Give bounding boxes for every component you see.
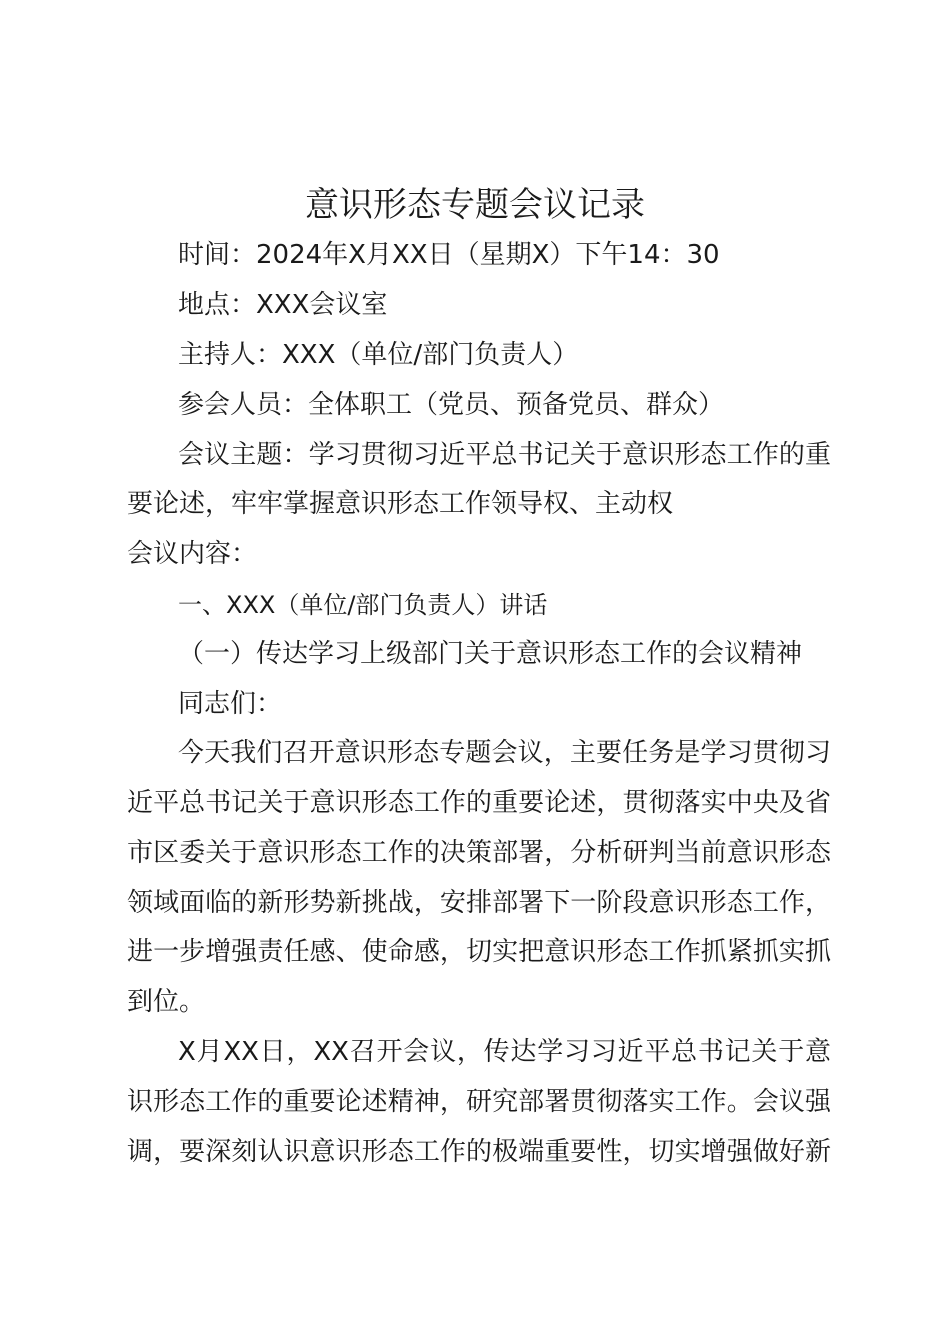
meeting-place: 地点：XXX会议室 (178, 290, 388, 320)
meeting-attendees: 参会人员：全体职工（党员、预备党员、群众） (178, 390, 725, 420)
subsection-heading: （一）传达学习上级部门关于意识形态工作的会议精神 (178, 639, 803, 669)
paragraph-line: 调，要深刻认识意识形态工作的极端重要性，切实增强做好新 (127, 1137, 831, 1167)
meeting-topic-line: 要论述，牢牢掌握意识形态工作领导权、主动权 (127, 489, 674, 519)
meeting-host: 主持人：XXX（单位/部门负责人） (178, 340, 579, 370)
paragraph-line: 到位。 (127, 987, 206, 1017)
meeting-topic-line: 会议主题：学习贯彻习近平总书记关于意识形态工作的重 (178, 440, 831, 470)
paragraph-line: 市区委关于意识形态工作的决策部署，分析研判当前意识形态 (127, 838, 831, 868)
paragraph-line: 今天我们召开意识形态专题会议，主要任务是学习贯彻习 (178, 738, 831, 768)
content-label: 会议内容： (127, 539, 258, 569)
paragraph-line: 识形态工作的重要论述精神，研究部署贯彻落实工作。会议强 (127, 1087, 831, 1117)
paragraph-line: 进一步增强责任感、使命感，切实把意识形态工作抓紧抓实抓 (127, 937, 831, 967)
paragraph-line: X月XX日，XX召开会议，传达学习习近平总书记关于意 (178, 1037, 831, 1067)
section-heading: 一、XXX（单位/部门负责人）讲话 (178, 591, 548, 619)
salutation: 同志们： (178, 689, 283, 719)
paragraph-line: 领域面临的新形势新挑战，安排部署下一阶段意识形态工作， (127, 888, 831, 918)
paragraph-line: 近平总书记关于意识形态工作的重要论述，贯彻落实中央及省 (127, 788, 831, 818)
document-title: 意识形态专题会议记录 (305, 185, 645, 225)
meeting-time: 时间：2024年X月XX日（星期X）下午14：30 (178, 240, 720, 270)
